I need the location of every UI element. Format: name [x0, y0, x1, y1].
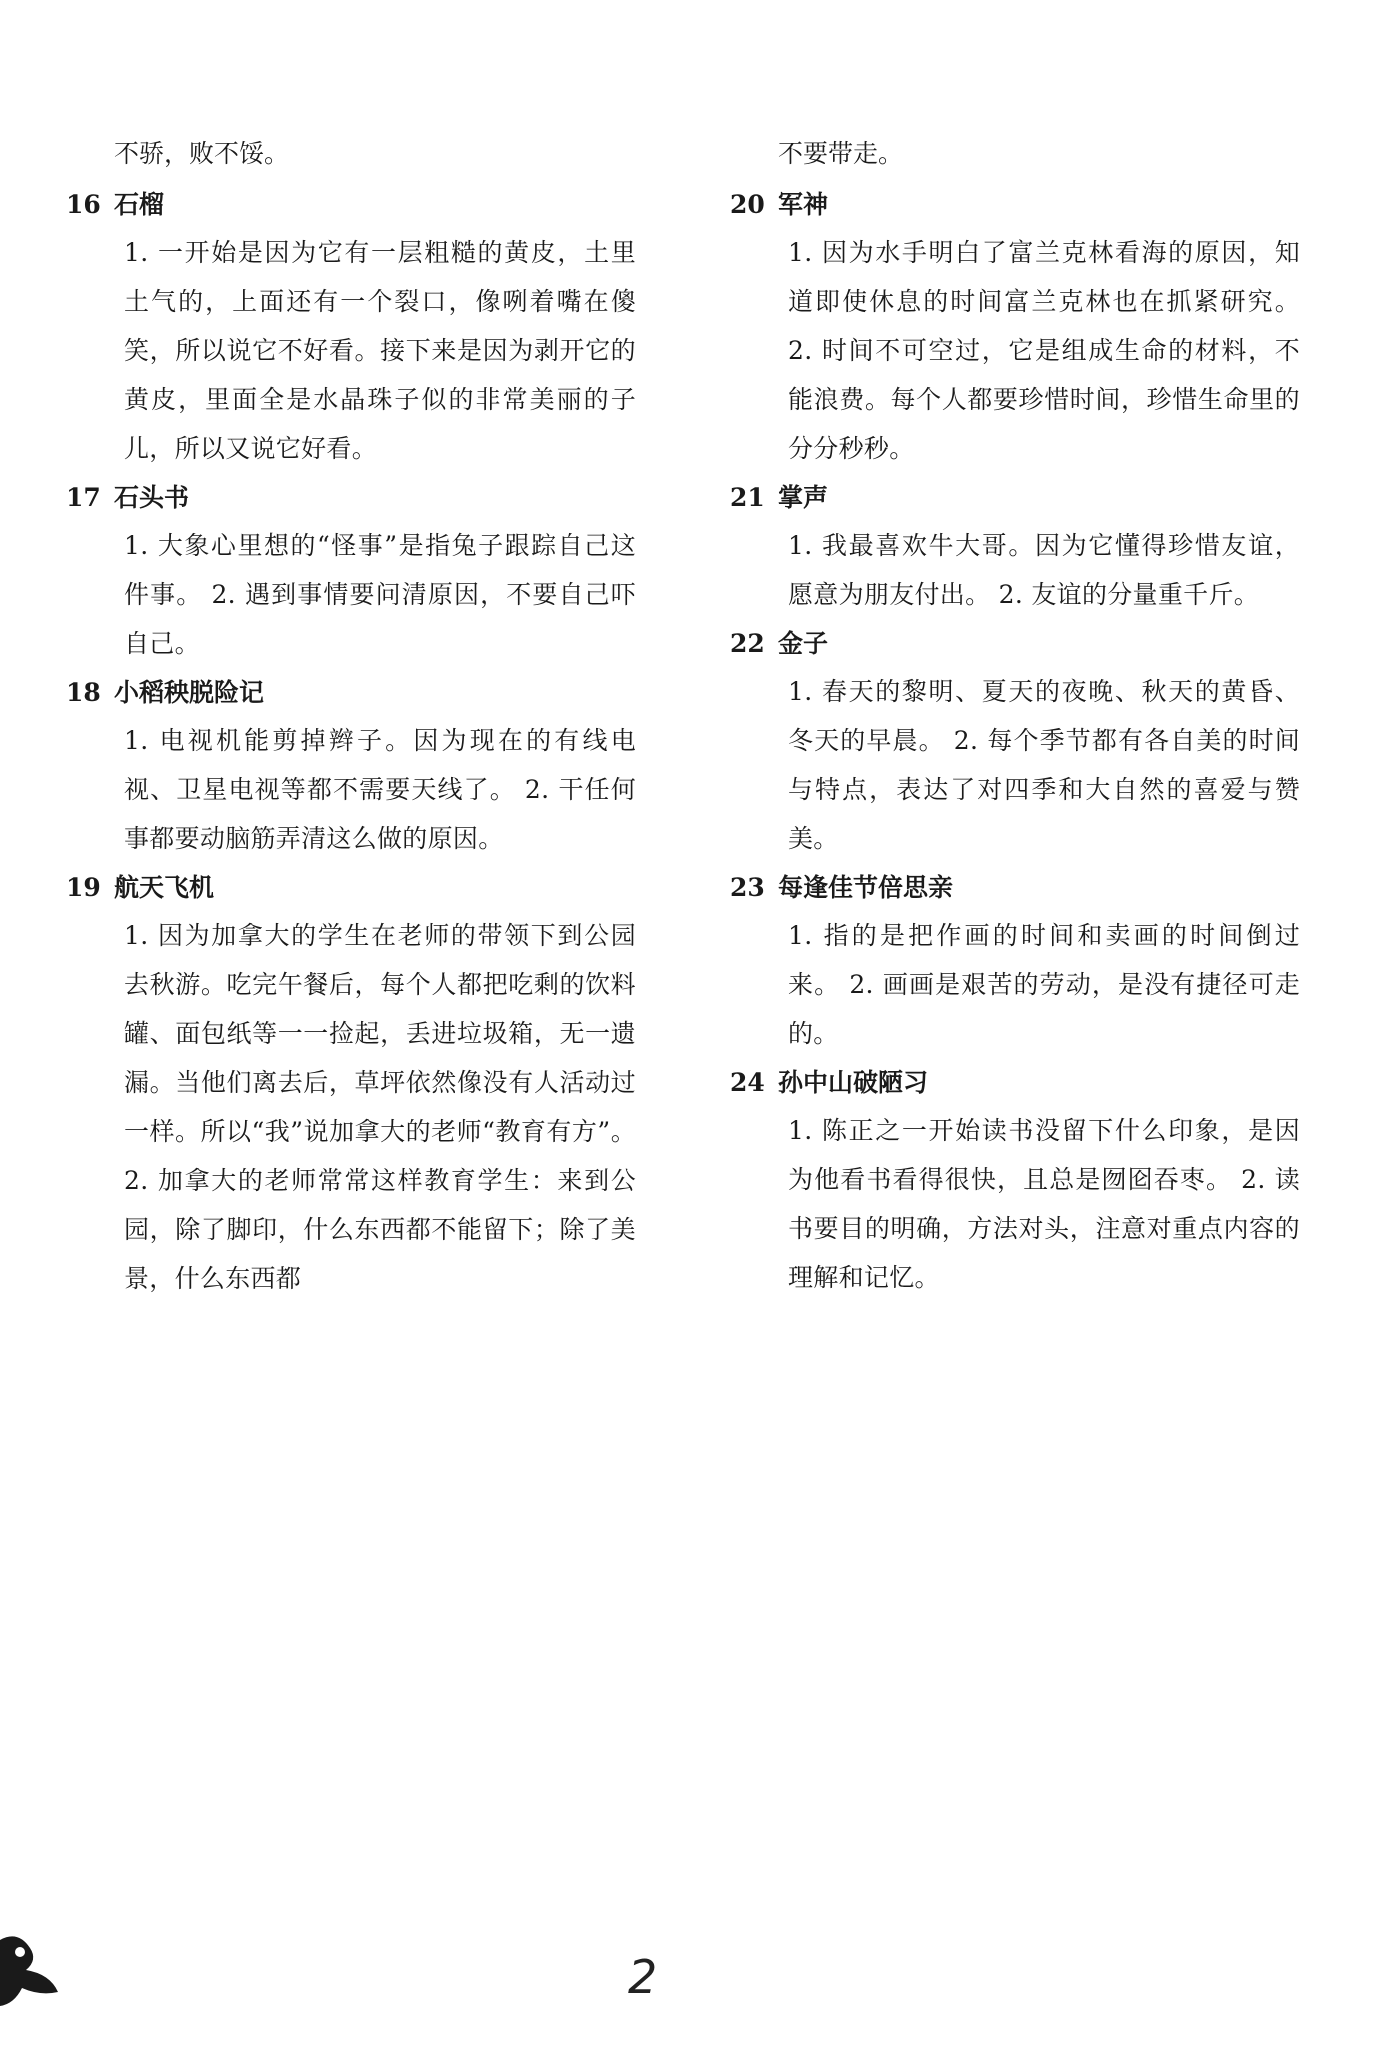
- section-answer: 1. 一开始是因为它有一层粗糙的黄皮，土里土气的，上面还有一个裂口，像咧着嘴在傻笑，所以说它不好看。接下来是因为剥开它的黄皮，里面全是水晶珠子似的非常美丽的子儿，所以又说它好看。: [124, 238, 636, 463]
- section-title: 航天飞机: [114, 873, 215, 902]
- section-answer: 1. 指的是把作画的时间和卖画的时间倒过来。 2. 画画是艰苦的劳动，是没有捷径可走的。: [788, 921, 1300, 1048]
- section-answer: 1. 大象心里想的“怪事”是指兔子跟踪自己这件事。 2. 遇到事情要问清原因，不要自己吓自己。: [124, 531, 636, 658]
- section-heading: [66, 670, 636, 716]
- right-column: [730, 130, 1300, 1302]
- section-number: 16: [66, 190, 101, 219]
- section-heading: [730, 1060, 1300, 1106]
- section-heading: [66, 865, 636, 911]
- section-23: [730, 865, 1300, 1058]
- section-18: [66, 670, 636, 863]
- section-title: 孙中山破陋习: [778, 1068, 929, 1097]
- section-heading: [730, 475, 1300, 521]
- section-heading: [66, 475, 636, 521]
- section-22: [730, 621, 1300, 863]
- continuation-text: 不骄，败不馁。: [114, 139, 290, 168]
- section-answer: 1. 春天的黎明、夏天的夜晚、秋天的黄昏、冬天的早晨。 2. 每个季节都有各自美的时间与特点，表达了对四季和大自然的喜爱与赞美。: [788, 677, 1300, 853]
- section-answer: 1. 因为加拿大的学生在老师的带领下到公园去秋游。吃完午餐后，每个人都把吃剩的饮料罐、面包纸等一一捡起，丢进垃圾箱，无一遗漏。当他们离去后，草坪依然像没有人活动过一样。所以“我”说加拿大的老师“教育有方”。 2. 加拿大的老师常常这样教育学生：来到公园，除了脚印，什么东西都不能留下；除了美景，什么东西都: [124, 921, 636, 1293]
- section-number: 22: [730, 629, 765, 658]
- section-title: 掌声: [778, 483, 829, 512]
- section-20: [730, 182, 1300, 473]
- section-title: 每逢佳节倍思亲: [778, 873, 954, 902]
- page-number: 2: [628, 1950, 658, 2004]
- section-17: [66, 475, 636, 668]
- section-number: 24: [730, 1068, 765, 1097]
- section-number: 19: [66, 873, 101, 902]
- section-title: 石榴: [114, 190, 165, 219]
- scan-smudge-icon: [0, 1930, 70, 2010]
- section-number: 21: [730, 483, 765, 512]
- section-number: 20: [730, 190, 765, 219]
- section-24: [730, 1060, 1300, 1302]
- section-title: 金子: [778, 629, 829, 658]
- section-answer: 1. 我最喜欢牛大哥。因为它懂得珍惜友谊，愿意为朋友付出。 2. 友谊的分量重千斤。: [788, 531, 1300, 609]
- left-column: [66, 130, 636, 1303]
- section-answer: 1. 电视机能剪掉辫子。因为现在的有线电视、卫星电视等都不需要天线了。 2. 干任何事都要动脑筋弄清这么做的原因。: [124, 726, 636, 853]
- section-title: 小稻秧脱险记: [114, 678, 265, 707]
- section-number: 23: [730, 873, 765, 902]
- section-title: 石头书: [114, 483, 190, 512]
- section-number: 17: [66, 483, 101, 512]
- section-16: [66, 182, 636, 473]
- section-heading: [730, 865, 1300, 911]
- section-number: 18: [66, 678, 101, 707]
- section-19: [66, 865, 636, 1303]
- section-answer: 1. 陈正之一开始读书没留下什么印象，是因为他看书看得很快，且总是囫囵吞枣。 2. 读书要目的明确，方法对头，注意对重点内容的理解和记忆。: [788, 1116, 1300, 1292]
- section-title: 军神: [778, 190, 829, 219]
- section-21: [730, 475, 1300, 619]
- section-heading: [730, 182, 1300, 228]
- section-answer: 1. 因为水手明白了富兰克林看海的原因，知道即使休息的时间富兰克林也在抓紧研究。 2. 时间不可空过，它是组成生命的材料，不能浪费。每个人都要珍惜时间，珍惜生命里的分分秒秒。: [788, 238, 1300, 463]
- continuation-text: 不要带走。: [778, 139, 904, 168]
- section-heading: [66, 182, 636, 228]
- section-heading: [730, 621, 1300, 667]
